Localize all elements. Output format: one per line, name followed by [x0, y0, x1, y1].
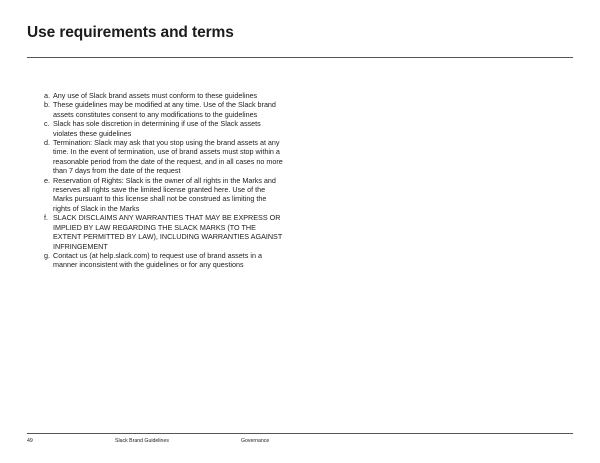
- footer-document-name: Slack Brand Guidelines: [115, 438, 169, 444]
- list-item: [44, 176, 284, 214]
- list-marker: f.: [44, 213, 48, 223]
- page-title: Use requirements and terms: [27, 24, 234, 41]
- list-marker: b.: [44, 100, 50, 110]
- footer-divider: [27, 433, 573, 434]
- list-item-text: Slack has sole discretion in determining if use of the Slack assets violates these guidelines: [53, 119, 261, 138]
- list-marker: a.: [44, 91, 50, 100]
- footer-section-name: Governance: [241, 438, 270, 444]
- terms-list: [44, 91, 284, 270]
- list-item: [44, 119, 284, 138]
- list-item: [44, 91, 284, 100]
- list-item-text: SLACK DISCLAIMS ANY WARRANTIES THAT MAY BE EXPRESS OR IMPLIED BY LAW REGARDING THE SLACK MARKS (TO THE EXTENT PERMITTED BY LAW), INCLUDING WARRANTIES AGAINST INFRINGEMENT: [53, 213, 283, 251]
- list-marker: g.: [44, 250, 50, 260]
- list-marker: d.: [44, 138, 50, 148]
- list-item: [44, 251, 284, 270]
- list-item: [44, 138, 284, 176]
- list-marker: c.: [44, 119, 50, 129]
- list-item-text: Contact us (at help.slack.com) to request use of brand assets in a manner inconsistent with the guidelines or for any questions: [53, 250, 262, 270]
- list-item-text: Any use of Slack brand assets must conform to these guidelines: [53, 91, 258, 100]
- header-divider: [27, 57, 573, 58]
- footer-page-number: 49: [27, 438, 33, 444]
- list-item-text: Reservation of Rights: Slack is the owner of all rights in the Marks and reserves all rights save the limited license granted here. Use of the Marks pursuant to this license shall not be construed as limiting the rights of Slack in the Marks: [53, 175, 276, 213]
- list-marker: e.: [44, 175, 50, 185]
- list-item: [44, 213, 284, 251]
- list-item: [44, 100, 284, 119]
- list-item-text: Termination: Slack may ask that you stop using the brand assets at any time. In the event of termination, use of brand assets must stop within a reasonable period from the date of the request, and in all cases no more than 7 days from the date of the request: [53, 138, 283, 176]
- list-item-text: These guidelines may be modified at any time. Use of the Slack brand assets constitutes consent to any modifications to the guidelines: [53, 100, 276, 119]
